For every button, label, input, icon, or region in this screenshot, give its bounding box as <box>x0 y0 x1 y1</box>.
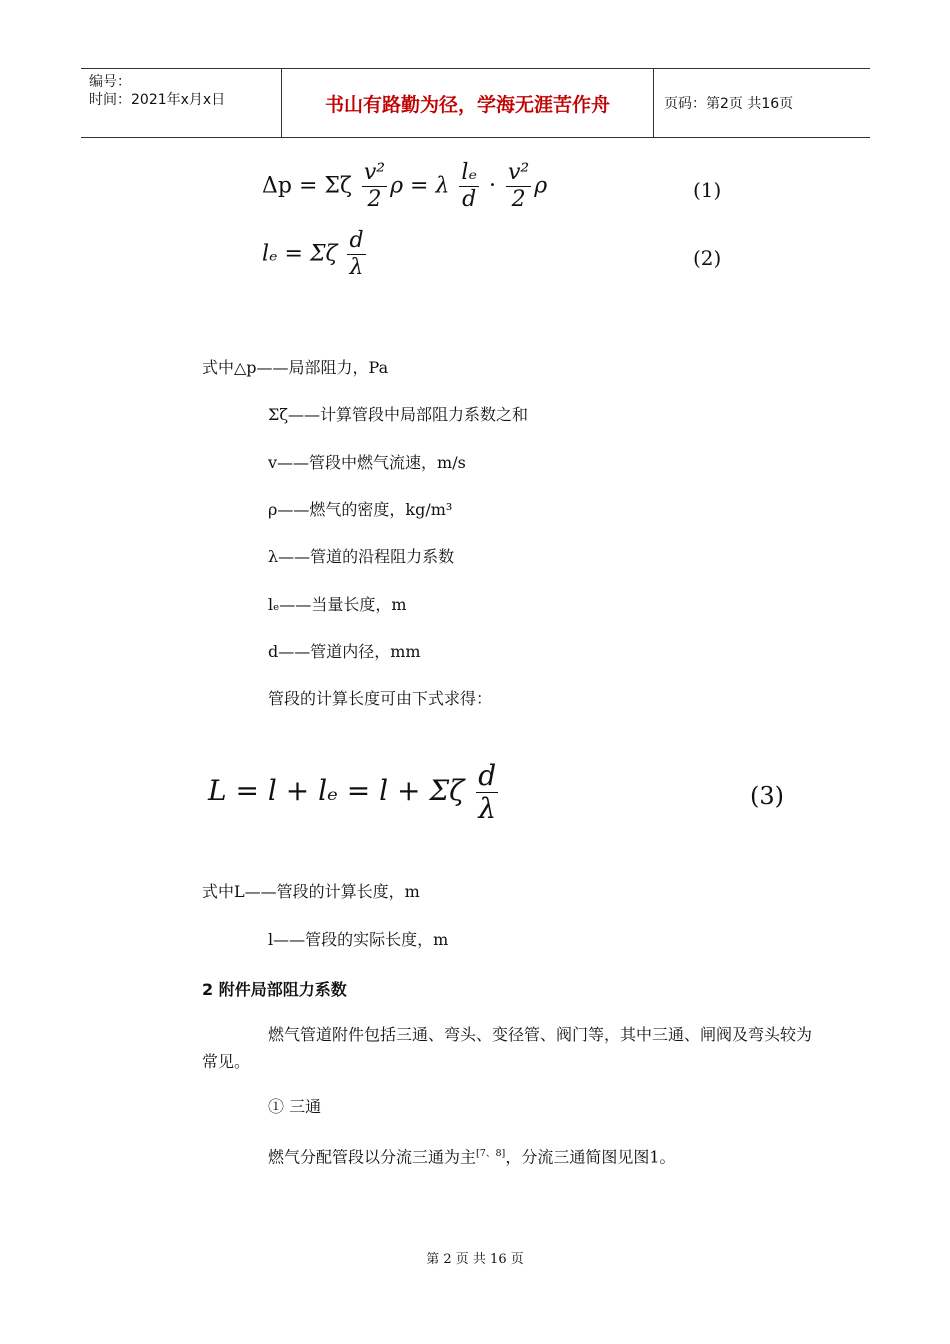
eq1-f1-num: v² <box>363 160 386 185</box>
eq1-fraction-2 <box>459 160 479 213</box>
citation-ref: [7、8] <box>476 1148 506 1159</box>
eq1-fraction-3 <box>506 160 531 213</box>
page-footer: 第 2 页 共 16 页 <box>426 1252 524 1267</box>
eq2-fraction <box>347 228 365 281</box>
eq1-f3-num: v² <box>507 160 530 185</box>
definition-line: l——管段的实际长度，m <box>268 930 449 949</box>
eq1-f2-den: d <box>462 187 477 212</box>
code-label: 编号： <box>89 74 131 90</box>
lead-in-text: 管段的计算长度可由下式求得： <box>268 689 493 708</box>
eq1-dot: · <box>488 173 496 199</box>
eq2-f-den: λ <box>349 255 364 280</box>
equation-2 <box>262 228 369 281</box>
eq3-number: (3) <box>750 782 784 810</box>
eq3-lhs: L = l + lₑ = l + Σζ <box>208 774 465 807</box>
definition-line: v——管段中燃气流速，m/s <box>268 453 466 472</box>
eq1-f2-num: lₑ <box>461 160 477 185</box>
equation-1 <box>262 160 547 213</box>
eq1-fraction-1 <box>362 160 387 213</box>
page-header <box>81 68 870 138</box>
definition-line: 式中△p——局部阻力，Pa <box>202 358 389 377</box>
paragraph-2-text-a: 燃气分配管段以分流三通为主 <box>268 1147 477 1167</box>
eq3-f-num: d <box>478 759 497 792</box>
paragraph-2-text-b: ，分流三通简图见图1。 <box>505 1147 676 1167</box>
time-label: 时间：2021年x月x日 <box>89 92 226 108</box>
eq1-mid: ρ = λ <box>390 173 450 199</box>
definition-line: λ——管道的沿程阻力系数 <box>268 547 455 566</box>
paragraph-2 <box>268 1144 676 1167</box>
section-title: 2 附件局部阻力系数 <box>202 980 347 999</box>
equation-3 <box>208 760 501 825</box>
eq1-number: (1) <box>693 178 722 202</box>
eq1-end: ρ <box>534 173 548 199</box>
header-meta <box>81 69 282 137</box>
definition-line: d——管道内径，mm <box>268 642 421 661</box>
eq3-f-den: λ <box>478 792 497 825</box>
header-page-info: 页码：第2页 共16页 <box>664 96 794 112</box>
header-motto: 书山有路勤为径，学海无涯苦作舟 <box>282 69 654 137</box>
definition-line: Σζ——计算管段中局部阻力系数之和 <box>268 405 528 424</box>
eq1-f1-den: 2 <box>367 187 382 212</box>
eq2-number: (2) <box>693 246 722 270</box>
eq1-f3-den: 2 <box>511 187 526 212</box>
eq2-lhs: lₑ = Σζ <box>262 241 338 267</box>
definition-line: ρ——燃气的密度，kg/m³ <box>268 500 453 519</box>
list-item-tee: ① 三通 <box>268 1097 322 1116</box>
definition-line: 式中L——管段的计算长度，m <box>202 882 420 901</box>
eq3-fraction <box>476 760 498 825</box>
paragraph: 燃气管道附件包括三通、弯头、变径管、阀门等，其中三通、闸阀及弯头较为常见。 <box>202 1025 813 1071</box>
eq1-lhs: Δp = Σζ <box>262 173 352 199</box>
eq2-f-num: d <box>349 228 364 253</box>
definition-line: lₑ——当量长度，m <box>268 595 407 614</box>
